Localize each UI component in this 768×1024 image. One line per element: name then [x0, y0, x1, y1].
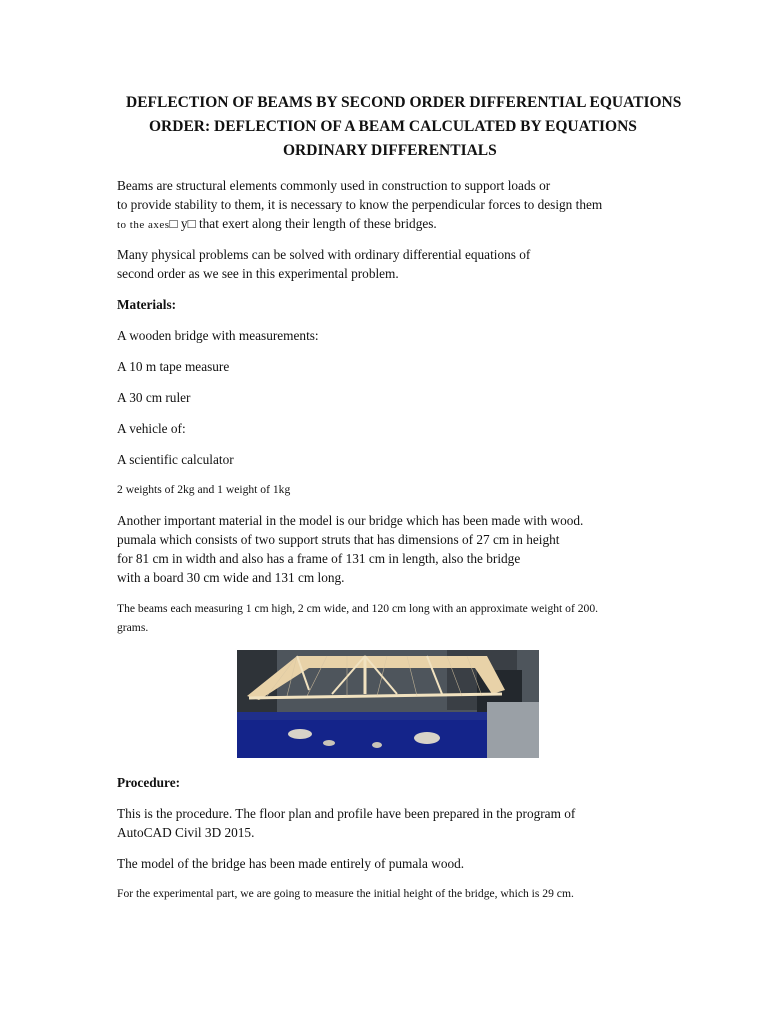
para3-line-3: for 81 cm in width and also has a frame of 131 cm in length, also the bridge: [117, 551, 521, 566]
missing-glyph-icon: □: [187, 216, 196, 231]
material-item: A wooden bridge with measurements:: [117, 328, 319, 343]
material-item: 2 weights of 2kg and 1 weight of 1kg: [117, 483, 291, 496]
para2-line-1: Many physical problems can be solved with ordinary differential equations of: [117, 247, 531, 262]
intro-line-1: Beams are structural elements commonly used in construction to support loads or: [117, 178, 551, 193]
procedure-p2: The model of the bridge has been made entirely of pumala wood.: [117, 856, 465, 871]
bridge-model-illustration: [237, 650, 539, 758]
title-line-1: DEFLECTION OF BEAMS BY SECOND ORDER DIFFERENTIAL EQUATIONS: [126, 94, 682, 111]
para2-line-2: second order as we see in this experimental problem.: [117, 266, 399, 281]
intro-line-3: [117, 214, 437, 235]
intro-line-3-mid: y: [177, 216, 188, 231]
procedure-p1-line-2: AutoCAD Civil 3D 2015.: [117, 825, 255, 840]
para3-line-2: pumala which consists of two support struts that has dimensions of 27 cm in height: [117, 532, 560, 547]
procedure-heading: Procedure:: [117, 775, 181, 790]
intro-line-3-suffix: that exert along their length of these bridges.: [195, 216, 437, 231]
material-item: A scientific calculator: [117, 452, 234, 467]
bridge-model-photo: [237, 650, 539, 758]
para4-line-1: The beams each measuring 1 cm high, 2 cm wide, and 120 cm long with an approximate weight of 200.: [117, 602, 599, 615]
material-item: A 10 m tape measure: [117, 359, 230, 374]
title-line-2: ORDER: DEFLECTION OF A BEAM CALCULATED BY EQUATIONS: [149, 118, 637, 135]
procedure-p1-line-1: This is the procedure. The floor plan and profile have been prepared in the program of: [117, 806, 576, 821]
material-item: A vehicle of:: [117, 421, 186, 436]
para3-line-4: with a board 30 cm wide and 131 cm long.: [117, 570, 345, 585]
para4-line-2: grams.: [117, 621, 149, 634]
materials-heading: Materials:: [117, 297, 177, 312]
procedure-p3: For the experimental part, we are going to measure the initial height of the bridge, which is 29 cm.: [117, 887, 574, 900]
intro-line-3-prefix: to the axes: [117, 219, 170, 231]
intro-line-2: to provide stability to them, it is necessary to know the perpendicular forces to design them: [117, 197, 603, 212]
missing-glyph-icon: □: [169, 216, 178, 231]
material-item: A 30 cm ruler: [117, 390, 191, 405]
para3-line-1: Another important material in the model is our bridge which has been made with wood.: [117, 513, 584, 528]
title-line-3: ORDINARY DIFFERENTIALS: [283, 142, 497, 159]
